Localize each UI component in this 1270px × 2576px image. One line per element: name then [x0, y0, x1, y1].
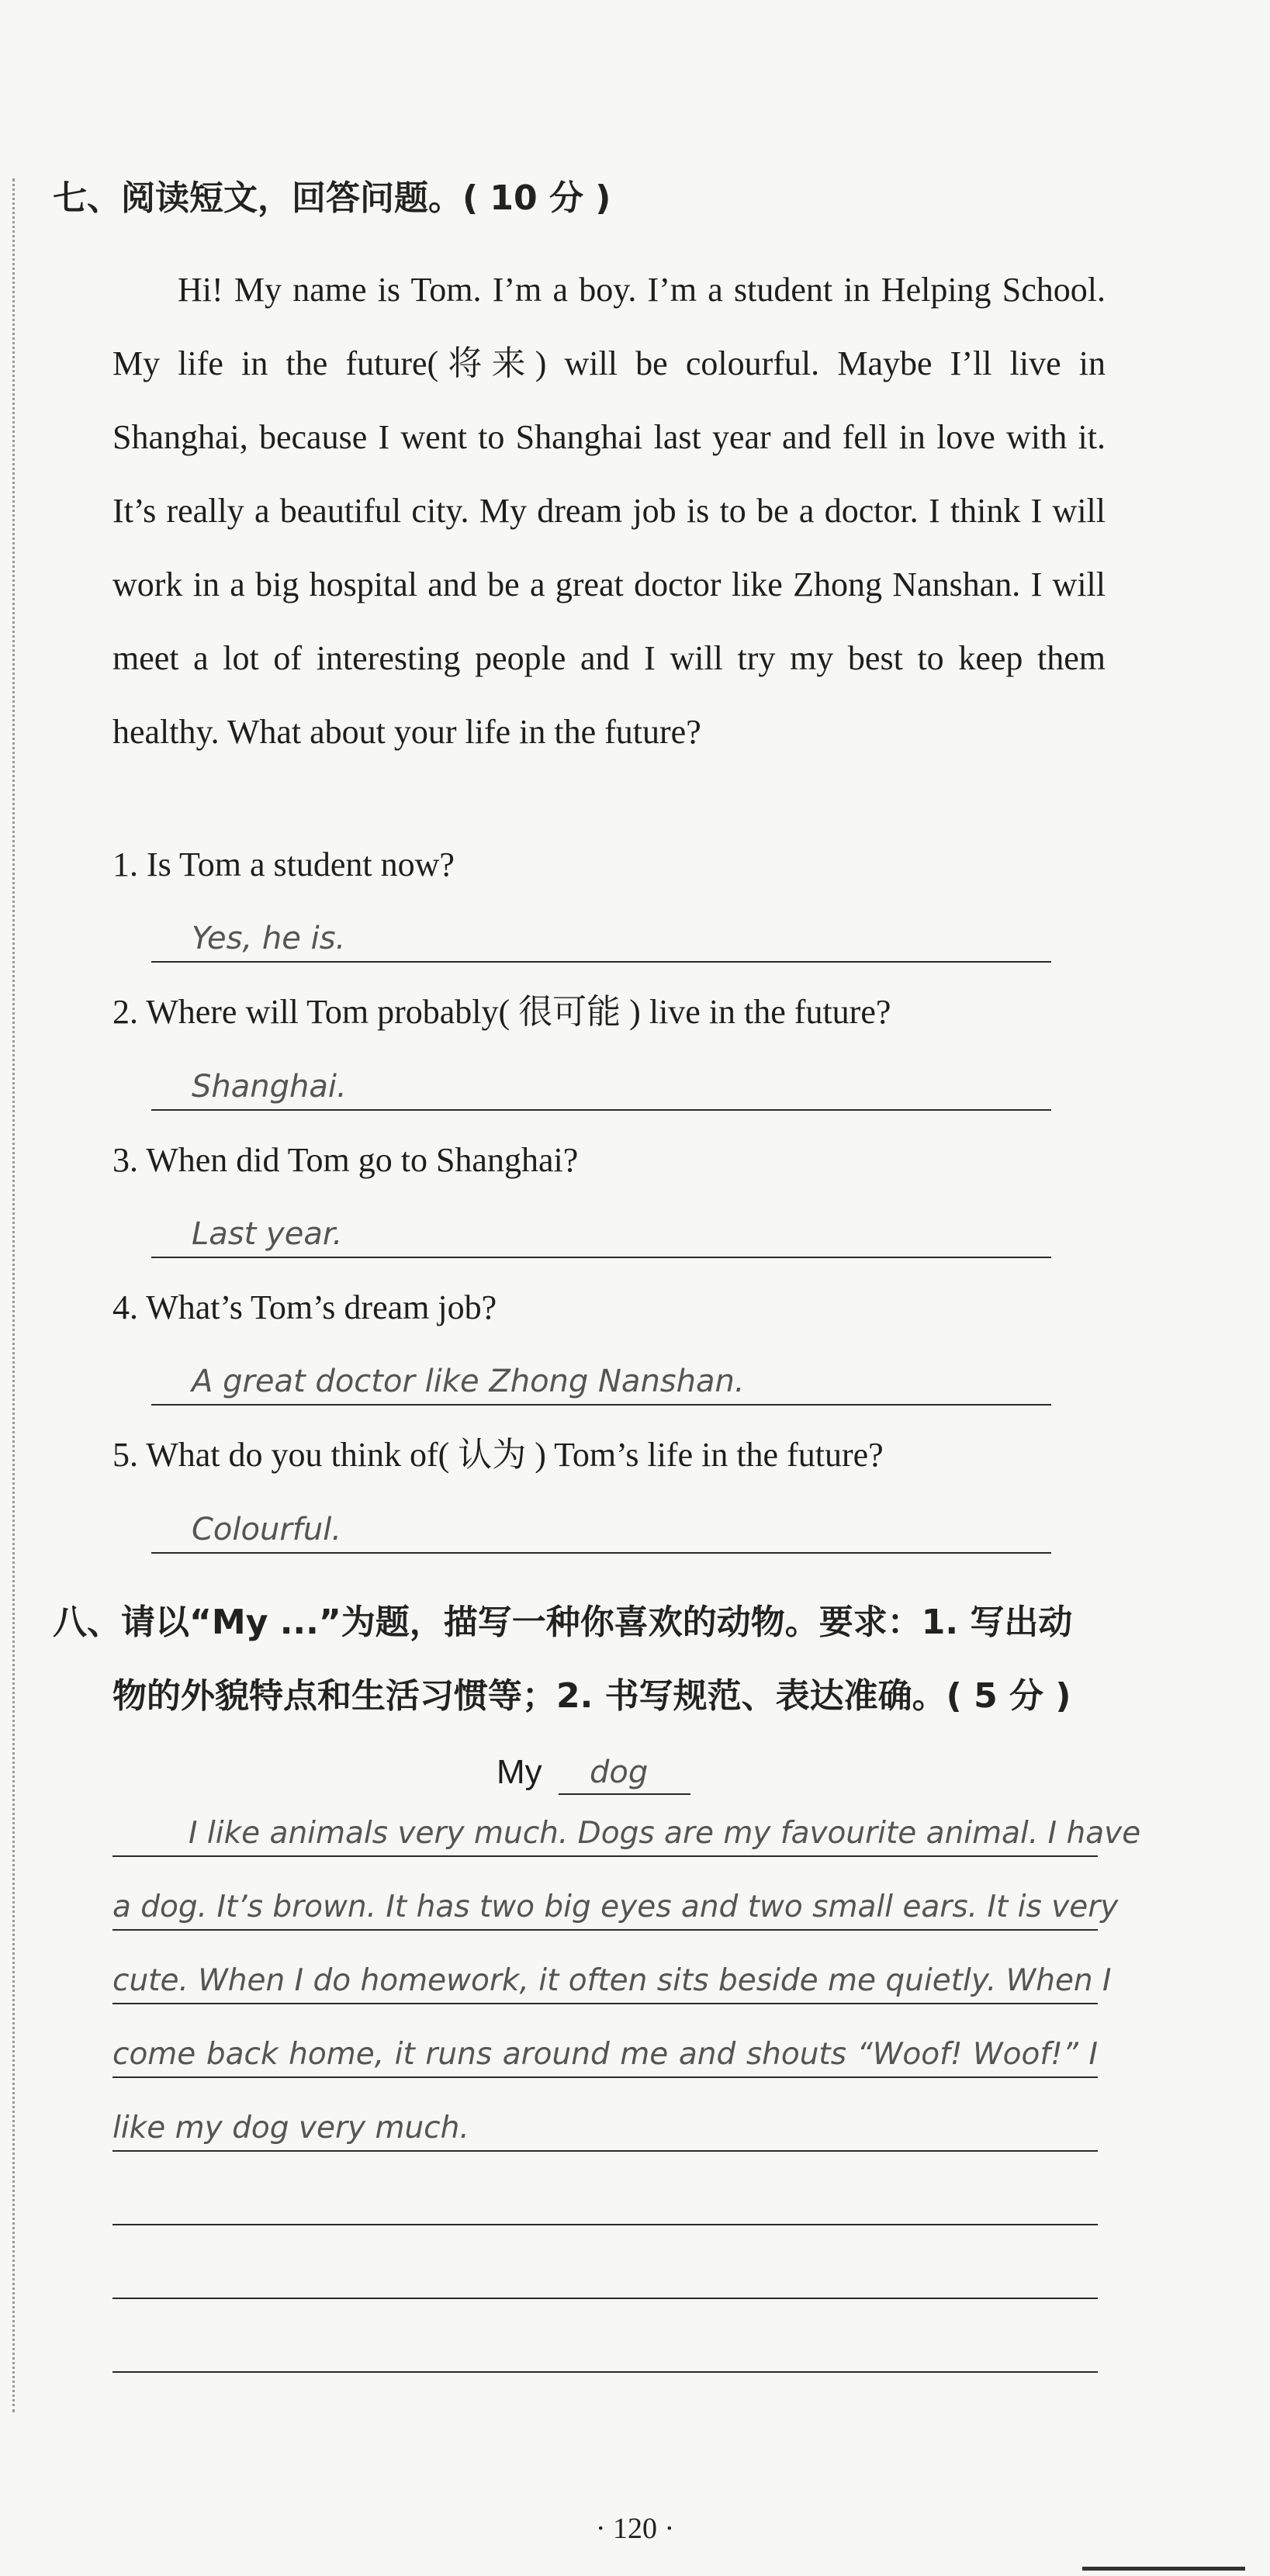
writing-line-4[interactable]: [112, 2005, 1098, 2078]
section-7-heading: 七、阅读短文，回答问题。( 10 分 ): [53, 178, 611, 218]
question-1: 1. Is Tom a student now?: [112, 845, 455, 883]
answer-1-handwriting: Yes, he is.: [192, 921, 346, 956]
question-4: 4. What’s Tom’s dream job?: [112, 1288, 497, 1326]
answer-5-handwriting: Colourful.: [192, 1512, 342, 1547]
answer-3-handwriting: Last year.: [192, 1216, 343, 1252]
writing-line-5-text: like my dog very much.: [112, 2111, 469, 2146]
writing-line-7[interactable]: [112, 2226, 1098, 2299]
answer-line-4[interactable]: [151, 1356, 1051, 1406]
question-3: 3. When did Tom go to Shanghai?: [112, 1141, 579, 1179]
writing-line-2[interactable]: [112, 1858, 1119, 1931]
section-8-heading-line-2: 物的外貌特点和生活习惯等；2. 书写规范、表达准确。( 5 分 ): [112, 1676, 1071, 1716]
answer-line-5[interactable]: [151, 1504, 1051, 1554]
writing-line-8[interactable]: [112, 2300, 1098, 2373]
title-answer-handwriting: dog: [590, 1755, 649, 1790]
answer-line-3[interactable]: [151, 1208, 1051, 1258]
section-8-heading-line-1: 八、请以“My ...”为题，描写一种你喜欢的动物。要求：1. 写出动: [53, 1603, 1073, 1642]
answer-line-1[interactable]: [151, 913, 1051, 963]
reading-passage: Hi! My name is Tom. I’m a boy. I’m a student in Helping School. My life in the future(将来) will be colourful. Maybe I’ll live in Shanghai, because I went to Shanghai last year and fell in love with it. It’s really a beautiful city. My dream job is to be a doctor. I think I will work in a big hospital and be a great doctor like Zhong Nanshan. I will meet a lot of interesting people and I will try my best to keep them healthy. What about your life in the future?: [112, 271, 1106, 751]
answer-line-2[interactable]: [151, 1061, 1051, 1111]
answer-4-handwriting: A great doctor like Zhong Nanshan.: [192, 1364, 745, 1399]
title-prefix: My: [497, 1753, 542, 1791]
writing-line-4-text: come back home, it runs around me and shouts “Woof! Woof!” I: [112, 2037, 1098, 2072]
writing-line-6[interactable]: [112, 2152, 1098, 2225]
writing-line-3[interactable]: [112, 1931, 1112, 2004]
binding-margin-dotted-line: [12, 178, 15, 2412]
writing-line-1-text: I like animals very much. Dogs are my favourite animal. I have: [189, 1816, 1141, 1851]
writing-line-2-text: a dog. It’s brown. It has two big eyes and two small ears. It is very: [112, 1890, 1119, 1924]
answer-2-handwriting: Shanghai.: [192, 1069, 347, 1105]
corner-rule: [1082, 2567, 1245, 2571]
writing-line-3-text: cute. When I do homework, it often sits beside me quietly. When I: [112, 1963, 1112, 1998]
question-5: 5. What do you think of( 认为 ) Tom’s life in the future?: [112, 1436, 884, 1474]
writing-line-5[interactable]: [112, 2079, 1098, 2152]
question-2: 2. Where will Tom probably( 很可能 ) live in the future?: [112, 993, 891, 1031]
page-number: · 120 ·: [595, 2512, 675, 2545]
writing-line-1[interactable]: [112, 1784, 1141, 1857]
